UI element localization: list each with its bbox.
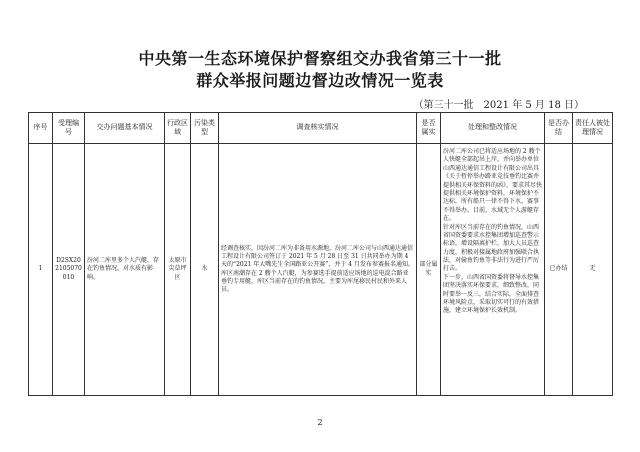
table-header-row <box>29 113 613 144</box>
cell-responsible: 无 <box>573 144 613 396</box>
handling-paragraph: 汾河二库公司已将适应场地的 2 艘个人快艇全部起吊上岸，并向举办单位山西通达通信工程设计有限公司出具《关于暂停举办路亚竞技垂钓比赛并提供相关环保资料的函》，要求其尽快提供相关环境保护资料，环境保护不达标，所有船只一律不得下水，赛事不得举办。目前，水域无个人游艇存在。 <box>443 148 543 223</box>
report-table <box>28 112 613 396</box>
cell-handling <box>441 144 545 396</box>
cell-is-true: 部分属实 <box>417 144 441 396</box>
column-header: 受理编号 <box>53 113 85 144</box>
column-header: 污染类型 <box>191 113 219 144</box>
cell-index: 1 <box>29 144 53 396</box>
document-title-line2: 群众举报问题边督边改情况一览表 <box>196 71 444 90</box>
column-header: 是否办结 <box>545 113 573 144</box>
cell-pollution-type: 水 <box>191 144 219 396</box>
cell-district: 太原市尖草坪区 <box>165 144 191 396</box>
document-subtitle: （第三十一批 2021 年 5 月 18 日） <box>413 100 584 111</box>
table-row <box>29 144 613 396</box>
document-title-line1: 中央第一生态环境保护督察组交办我省第三十一批 <box>138 49 502 68</box>
column-header: 序号 <box>29 113 53 144</box>
column-header: 责任人被处理情况 <box>573 113 613 144</box>
cell-case-id: D2SX202105070010 <box>53 144 85 396</box>
handling-paragraph: 针对库区当前存在的钓鱼情况，山西省国资委要求水控集团增加巡查警示标语，增设隔离护栏，加大人员巡查力度，积极对接属地政府加强联合执法，对偷鱼钓鱼等非法行为进行严厉打击。 <box>443 223 540 273</box>
page-number: 2 <box>317 418 323 427</box>
cell-investigation: 经调查核实，因汾河二库为非备用水源地，汾河二库公司与山西通达通信工程设计有限公司签订于 2021 年 5 月 28 日至 31 日共同举办为期 4 天的“2021 年大嘴先生全国路亚公开赛”，并于 4 月发布参赛报名通知。库区南潮存在 2 艘个人汽艇，为参赛选手提前适应场地的巡电混合路亚垂钓专用艇，库区当前存在的钓鱼情况，主要为库尾移民村民和外来人员。 <box>219 144 417 396</box>
cell-problem: 汾河二库里多个人汽艇，存在钓鱼情况，对水质有影响。 <box>85 144 165 396</box>
column-header: 行政区域 <box>165 113 191 144</box>
column-header: 是否属实 <box>417 113 441 144</box>
handling-paragraph: 下一步，山西省国资委将督导水控集团坚决落实环保要求，细致整改，同时要举一反三，结合实际，全面排查环境风险点，采取切实可行的有效措施，建立环境保护长效机制。 <box>443 273 540 315</box>
column-header: 调查核实情况 <box>219 113 417 144</box>
column-header: 处理和整改情况 <box>441 113 545 144</box>
column-header: 交办问题基本情况 <box>85 113 165 144</box>
cell-is-closed: 已办结 <box>545 144 573 396</box>
